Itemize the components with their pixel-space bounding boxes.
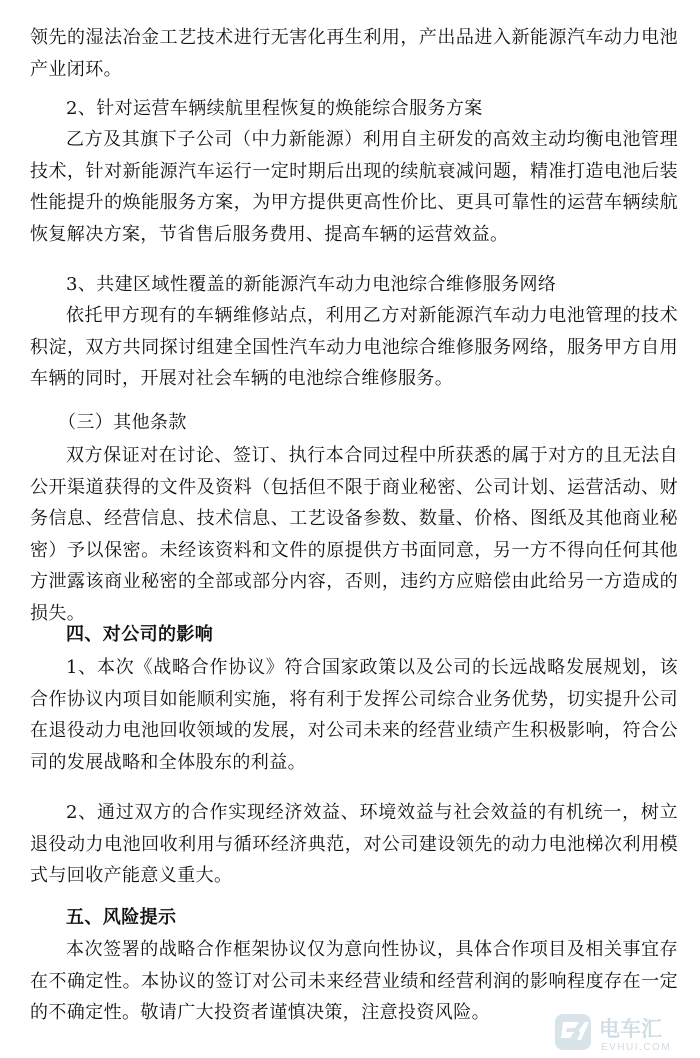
paragraph-item-2: 乙方及其旗下子公司（中力新能源）利用自主研发的高效主动均衡电池管理技术，针对新能源汽车运行一定时期后出现的续航衰减问题，精准打造电池后装性能提升的焕能服务方案，为甲方提供更高性价比、更具可靠性的运营车辆续航恢复解决方案，节省售后服务费用、提高车辆的运营效益。: [30, 129, 678, 245]
svg-text:EVHUI.COM: EVHUI.COM: [601, 1042, 672, 1053]
paragraph-impact-2: 2、通过双方的合作实现经济效益、环境效益与社会效益的有机统一，树立退役动力电池回收利用与循环经济典范，对公司建设领先的动力电池梯次利用模式与回收产能意义重大。: [30, 802, 678, 886]
svg-text:电车汇: 电车汇: [599, 1018, 662, 1041]
section-4-heading: 四、对公司的影响: [66, 624, 214, 645]
paragraph-risk: 本次签署的战略合作框架协议仅为意向性协议，具体合作项目及相关事宜存在不确定性。本协议的签订对公司未来经营业绩和经营利润的影响程度存在一定的不确定性。敬请广大投资者谨慎决策，注意投资风险。: [30, 939, 678, 1023]
evhui-logo-icon: [553, 1010, 693, 1054]
paragraph-item-3: 依托甲方现有的车辆维修站点，利用乙方对新能源汽车动力电池管理的技术积淀，双方共同探讨组建全国性汽车动力电池综合维修服务网络，服务甲方自用车辆的同时，开展对社会车辆的电池综合维修服务。: [30, 305, 678, 389]
item-heading-3: 3、共建区域性覆盖的新能源汽车动力电池综合维修服务网络: [66, 274, 557, 295]
paragraph-continuation: 领先的湿法冶金工艺技术进行无害化再生利用，产出品进入新能源汽车动力电池产业闭环。: [30, 27, 678, 80]
watermark-logo: [553, 1010, 693, 1054]
item-heading-2: 2、针对运营车辆续航里程恢复的焕能综合服务方案: [66, 98, 483, 119]
section-5-heading: 五、风险提示: [66, 907, 177, 928]
paragraph-impact-1: 1、本次《战略合作协议》符合国家政策以及公司的长远战略发展规划，该合作协议内项目如能顺利实施，将有利于发挥公司综合业务优势，切实提升公司在退役动力电池回收领域的发展，对公司未来的经营业绩产生积极影响，符合公司的发展战略和全体股东的利益。: [30, 657, 678, 773]
other-terms-heading: （三）其他条款: [58, 412, 187, 433]
paragraph-other-terms: 双方保证对在讨论、签订、执行本合同过程中所获悉的属于对方的且无法自公开渠道获得的文件及资料（包括但不限于商业秘密、公司计划、运营活动、财务信息、经营信息、技术信息、工艺设备参数、数量、价格、图纸及其他商业秘密）予以保密。未经该资料和文件的原提供方书面同意，另一方不得向任何其他方泄露该商业秘密的全部或部分内容，否则，违约方应赔偿由此给另一方造成的损失。: [30, 445, 678, 624]
